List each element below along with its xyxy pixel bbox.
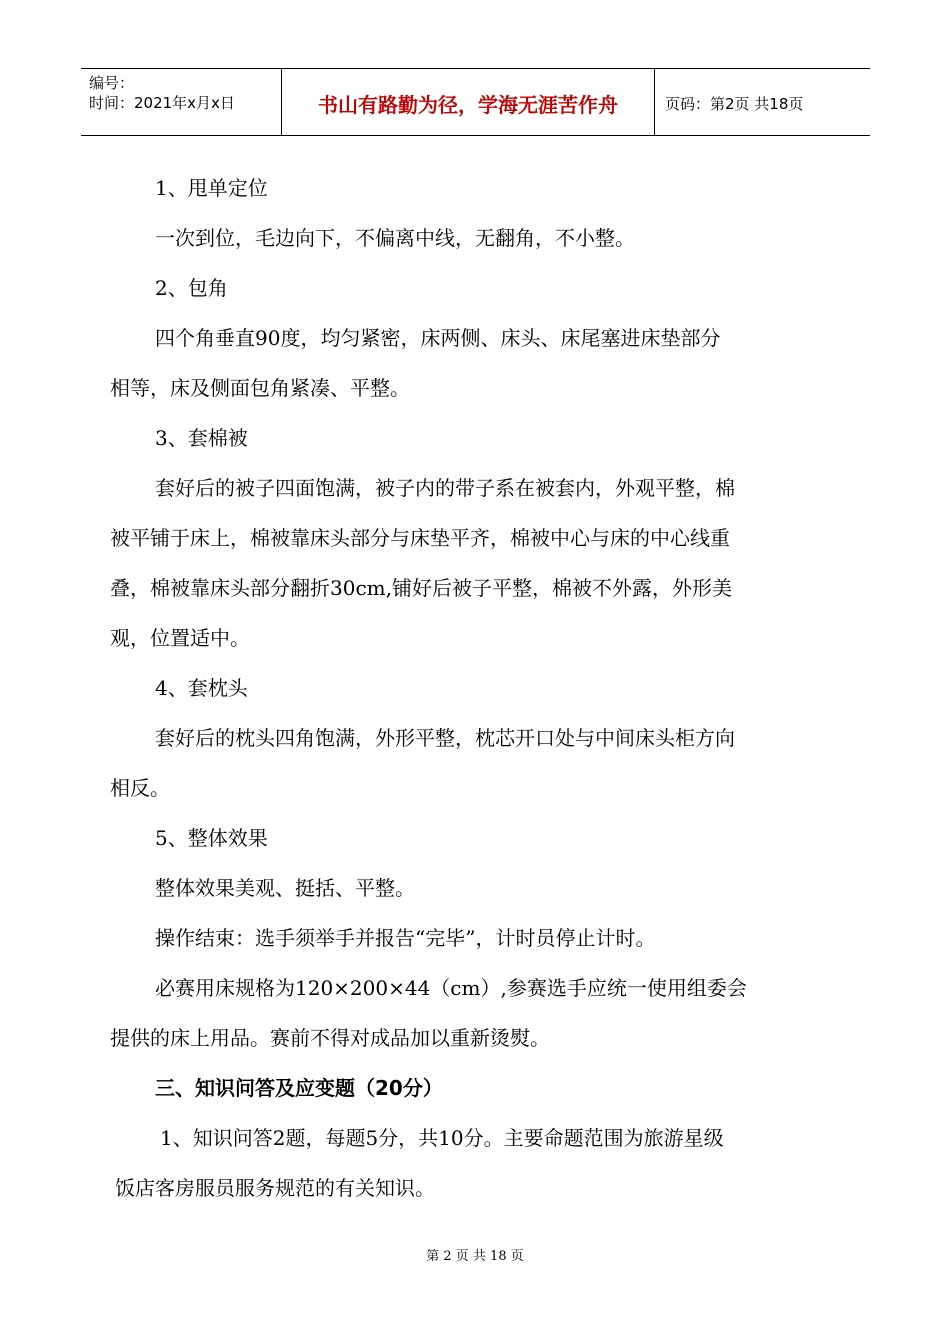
header-motto: 书山有路勤为径，学海无涯苦作舟 <box>318 92 618 117</box>
section-heading: 2、包角 <box>155 276 228 300</box>
paragraph-line: 叠，棉被靠床头部分翻折30cm,铺好后被子平整，棉被不外露，外形美 <box>110 576 732 600</box>
section-heading: 5、整体效果 <box>155 826 268 850</box>
section-heading: 4、套枕头 <box>155 676 248 700</box>
doc-number-label: 编号： <box>89 74 135 92</box>
paragraph-line: 四个角垂直90度，均匀紧密，床两侧、床头、床尾塞进床垫部分 <box>155 326 721 350</box>
paragraph-line: 一次到位，毛边向下，不偏离中线，无翻角，不小整。 <box>155 226 635 250</box>
paragraph-line: 相等，床及侧面包角紧凑、平整。 <box>110 376 410 400</box>
paragraph-line: 必赛用床规格为120×200×44（cm）,参赛选手应统一使用组委会 <box>155 976 747 1000</box>
section-heading: 1、甩单定位 <box>155 176 268 200</box>
doc-time-label: 时间：2021年x月x日 <box>89 94 235 112</box>
paragraph-line: 饭店客房服员服务规范的有关知识。 <box>115 1176 435 1200</box>
header-meta-cell <box>81 69 282 135</box>
paragraph-line: 整体效果美观、挺括、平整。 <box>155 876 415 900</box>
header-motto-cell <box>282 69 655 135</box>
paragraph-line: 1、知识问答2题，每题5分，共10分。主要命题范围为旅游星级 <box>160 1126 724 1150</box>
paragraph-line: 操作结束：选手须举手并报告“完毕”，计时员停止计时。 <box>155 926 656 950</box>
header-page-info: 页码：第2页 共18页 <box>665 94 804 113</box>
header-page-cell <box>655 69 870 135</box>
section-heading: 3、套棉被 <box>155 426 248 450</box>
page-footer: 第 2 页 共 18 页 <box>426 1249 524 1264</box>
paragraph-line: 被平铺于床上，棉被靠床头部分与床垫平齐，棉被中心与床的中心线重 <box>110 526 730 550</box>
document-header <box>81 68 870 136</box>
paragraph-line: 提供的床上用品。赛前不得对成品加以重新烫熨。 <box>110 1026 550 1050</box>
paragraph-line: 观，位置适中。 <box>110 626 250 650</box>
paragraph-line: 套好后的被子四面饱满，被子内的带子系在被套内，外观平整，棉 <box>155 476 735 500</box>
paragraph-line: 套好后的枕头四角饱满，外形平整，枕芯开口处与中间床头柜方向 <box>155 726 735 750</box>
chapter-heading: 三、知识问答及应变题（20分） <box>155 1076 443 1100</box>
paragraph-line: 相反。 <box>110 776 170 800</box>
